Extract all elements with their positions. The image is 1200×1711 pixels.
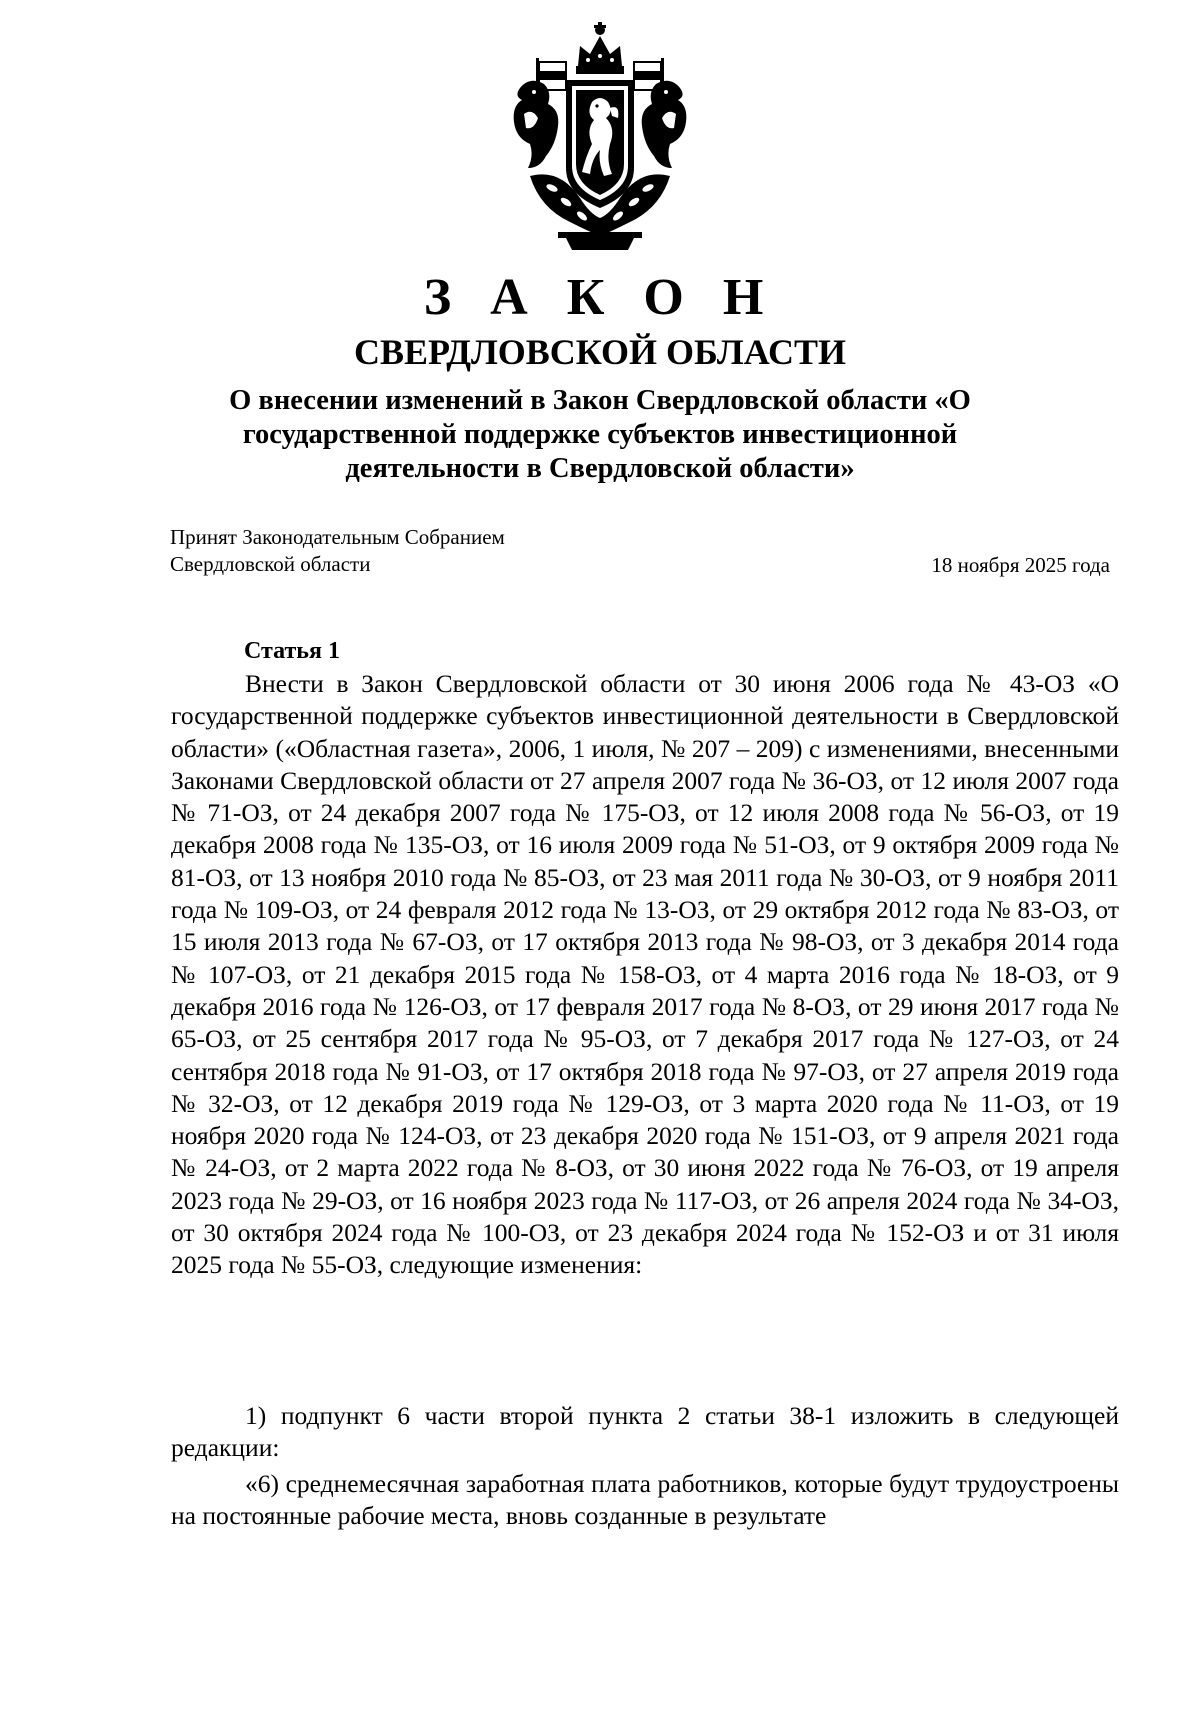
article-paragraph-2: 1) подпункт 6 части второй пункта 2 статьи 38-1 изложить в следующей редакции: (171, 1401, 1119, 1463)
article-paragraph-1: Внести в Закон Свердловской области от 30 июня 2006 года № 43-ОЗ «О государственной поддержке субъектов инвестиционной деятельности в Свердловской области» («Областная газета», 2006, 1 июля, № 207 – 209) с изменениями, внесенными Законами Свердловской области от 27 апреля 2007 года № 36-ОЗ, от 12 июля 2007 года № 71-ОЗ, от 24 декабря 2007 года № 175-ОЗ, от 12 июля 2008 года № 56-ОЗ, от 19 декабря 2008 года № 135-ОЗ, от 16 июля 2009 года № 51-ОЗ, от 9 октября 2009 года № 81-ОЗ, от 13 ноября 2010 года № 85-ОЗ, от 23 мая 2011 года № 30-ОЗ, от 9 ноября 2011 года № 109-ОЗ, от 24 февраля 2012 года № 13-ОЗ, от 29 октября 2012 года № 83-ОЗ, от 15 июля 2013 года № 67-ОЗ, от 17 октября 2013 года № 98-ОЗ, от 3 декабря 2014 года № 107-ОЗ, от 21 декабря 2015 года № 158-ОЗ, от 4 марта 2016 года № 18-ОЗ, от 9 декабря 2016 года № 126-ОЗ, от 17 февраля 2017 года № 8-ОЗ, от 29 июня 2017 года № 65-ОЗ, от 25 сентября 2017 года № 95-ОЗ, от 7 декабря 2017 года № 127-ОЗ, от 24 сентября 2018 года № 91-ОЗ, от 17 октября 2018 года № 97-ОЗ, от 27 апреля 2019 года № 32-ОЗ, от 12 декабря 2019 года № 129-ОЗ, от 3 марта 2020 года № 11-ОЗ, от 19 ноября 2020 года № 124-ОЗ, от 23 декабря 2020 года № 151-ОЗ, от 9 апреля 2021 года № 24-ОЗ, от 2 марта 2022 года № 8-ОЗ, от 30 июня 2022 года № 76-ОЗ, от 19 апреля 2023 года № 29-ОЗ, от 16 ноября 2023 года № 117-ОЗ, от 26 апреля 2024 года № 34-ОЗ, от 30 октября 2024 года № 100-ОЗ, от 23 декабря 2024 года № 152-ОЗ и от 31 июля 2025 года № 55-ОЗ, следующие изменения: (171, 669, 1119, 1280)
sverdlovsk-oblast-coat-of-arms-icon (500, 18, 700, 258)
adoption-line-1: Принят Законодательным Собранием (170, 525, 505, 549)
region-title: СВЕРДЛОВСКОЙ ОБЛАСТИ (354, 332, 846, 372)
adoption-line-2: Свердловской области (170, 552, 371, 576)
law-title: О внесении изменений в Закон Свердловской области «О государственной поддержке субъектов инвестиционной деятельности в Свердловской области» (229, 385, 971, 484)
article-paragraph-3: «6) среднемесячная заработная плата работников, которые будут трудоустроены на постоянные рабочие места, вновь созданные в результате (171, 1469, 1119, 1531)
document-title: З А К О Н (423, 269, 777, 326)
article-heading: Статья 1 (244, 638, 340, 664)
adoption-date: 18 ноября 2025 года (931, 553, 1110, 577)
adoption-note (170, 524, 505, 578)
